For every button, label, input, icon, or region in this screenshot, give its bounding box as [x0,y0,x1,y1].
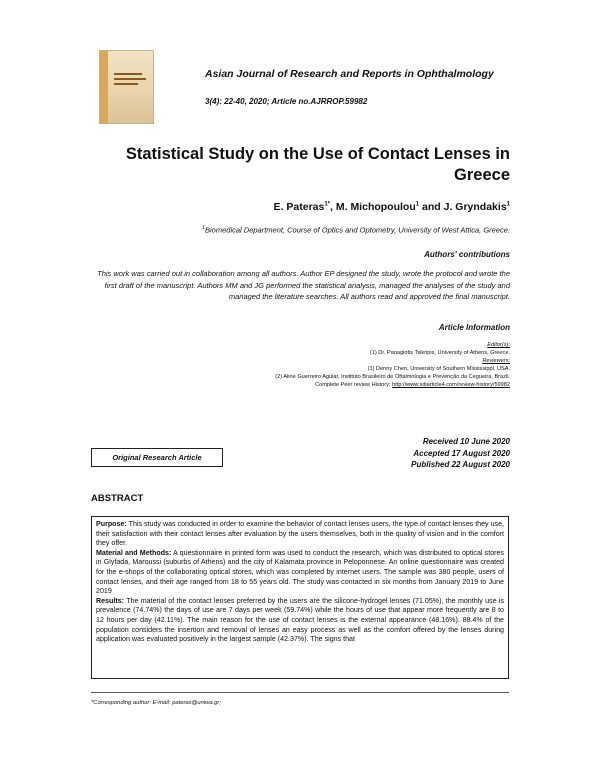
purpose-label: Purpose: [96,520,127,528]
paper-title: Statistical Study on the Use of Contact Lenses in Greece [125,145,510,184]
publication-dates [330,436,510,471]
peer-review-history [150,381,510,389]
affiliation-text: Biomedical Department, Course of Optics and Optometry, University of West Attica, Greece. [205,225,510,235]
results-label: Results: [96,596,124,605]
journal-title: Asian Journal of Research and Reports in Ophthalmology [205,68,494,80]
author-sup: 1 [506,201,510,208]
reviewer-entry: (1) Denny Chen, University of Southern Mississippi, USA. [367,366,510,372]
reviewers-label: Reviewers: [482,358,510,364]
author-name: M. Michopoulou [335,201,416,213]
author-name: J. Gryndakis [443,201,507,213]
article-type-box: Original Research Article [91,448,223,467]
contributions-text: This work was carried out in collaboration among all authors. Author EP designed the study, wrote the protocol and wrote the first draft of the manuscript. Authors MM and JG performed the statistical analysis, managed the analyses of the study and managed the literature searches. All authors read and approved the final manuscript. [97,269,510,301]
affiliation-sup: 1 [202,225,206,231]
peer-review-label: Complete Peer review History: [315,382,393,388]
methods-label: Material and Methods: [96,548,172,557]
article-info-heading: Article Information [438,323,510,332]
cover-title-line [114,78,146,80]
cover-stripe [100,51,108,123]
reviewer-entry: (2) Aline Guerreiro Aguiar, Instituto Brasileiro de Oftalmologia e Prevenção da Cegueira, Brazil. [275,374,510,380]
methods-text: A questionnaire in printed form was used to conduct the research, which was distributed to optical stores in Glyfada, Maroussi (suburbs of Athens) and the city of Kalamata province in Peloponnese. An online questionnaire was created for the e-shops of the collaborating optical stores, which was completed by internet users. The sample was 380 people, users of contact lenses, and their age ranged from 18 to 55 years old. The study was contacted in six months from January 2019 to June 2019 [96,548,505,596]
corresponding-author: *Corresponding author: E-mail: pateras@uniwa.gr; [91,700,221,706]
footnote-divider [91,692,509,693]
accepted-date: Accepted 17 August 2020 [413,448,510,458]
received-date: Received 10 June 2020 [422,437,510,446]
author-sup: 1* [324,201,331,208]
results-text: The material of the contact lenses preferred by the users are the silicone-hydrogel lenses (71.05%), the monthly use is prevalence (74.74%) the days of use are 7 days per week (59.74%) while the hours of use that appear more frequently are 8 to 12 hours per day (42.11%). The main reason for the use of contact lenses is the external appearance (48.16%). 88.4% of the population considers the insertion and removal of lenses an easy process as well as the comfort offered by the lenses during application was evaluated positively in the largest sample (42.37%). The signs that [96,596,504,644]
published-date: Published 22 August 2020 [411,460,510,469]
purpose-text: This study was conducted in order to examine the behavior of contact lenses users, the type of contact lenses they use, their satisfaction with their contact lenses after evaluation by the users themselves, both in the quality of vision and in the comfort they offer. [96,520,504,548]
abstract-heading: ABSTRACT [91,493,144,504]
editor-entry: (1) Dr. Panagiotis Tsikripis, University of Athens, Greece. [369,350,510,356]
contributions-heading: Authors' contributions [424,250,510,259]
article-info-block [150,341,510,389]
author-name: E. Pateras [273,201,325,213]
peer-review-link[interactable]: http://www.sdiarticle4.com/review-history/59982 [392,382,510,388]
cover-title-line [114,83,138,85]
editors-label: Editor(s): [487,342,510,348]
abstract-box [91,516,509,679]
author-sup: 1 [415,201,420,208]
issue-info: 3(4): 22-40, 2020; Article no.AJRROP.59982 [205,97,368,106]
cover-title-line [114,73,142,75]
affiliation [100,225,510,235]
journal-cover-thumbnail [99,50,154,124]
author-list: E. Pateras$^{1*}$, M. Michopoulou$^1$ and J. Gryndakis$^1$ [273,201,510,213]
